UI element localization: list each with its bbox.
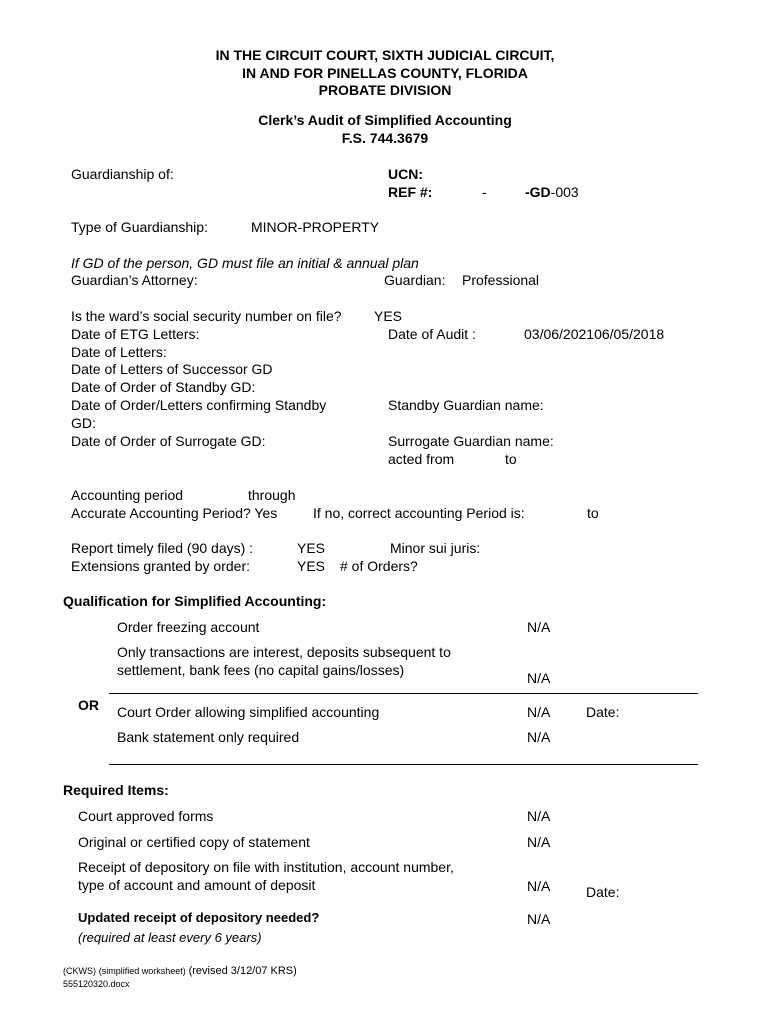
- footer-filename: 555120320.docx: [63, 979, 130, 989]
- surrogate-order-label: Date of Order of Surrogate GD:: [71, 433, 266, 449]
- ssn-value: YES: [374, 308, 403, 324]
- standby-order-label: Date of Order of Standby GD:: [71, 379, 256, 395]
- timely-value: YES: [297, 540, 326, 556]
- type-value: MINOR-PROPERTY: [251, 219, 380, 235]
- extensions-value: YES: [297, 558, 326, 574]
- standby-confirm-label: Date of Order/Letters confirming Standby: [71, 397, 327, 413]
- qual-item-value: N/A: [527, 619, 551, 635]
- statute-reference: F.S. 744.3679: [341, 130, 429, 146]
- divider: [109, 693, 698, 694]
- required-item-label: Court approved forms: [78, 808, 214, 824]
- guardian-label: Guardian:: [384, 272, 446, 288]
- qual-item-value: N/A: [527, 670, 551, 686]
- qual-item-date-label: Date:: [586, 704, 620, 720]
- ssn-label: Is the ward’s social security number on file?: [71, 308, 342, 324]
- ref-gd: -GD: [525, 184, 551, 200]
- accurate-period-label: Accurate Accounting Period? Yes: [71, 505, 278, 521]
- or-label: OR: [78, 697, 99, 713]
- acted-to-label: to: [505, 451, 517, 467]
- standby-name-label: Standby Guardian name:: [388, 397, 544, 413]
- audit-value: 03/06/202106/05/2018: [524, 326, 665, 342]
- successor-label: Date of Letters of Successor GD: [71, 361, 273, 377]
- qual-item-label: Only transactions are interest, deposits subsequent to: [117, 644, 451, 660]
- county-name: IN AND FOR PINELLAS COUNTY, FLORIDA: [242, 65, 528, 81]
- required-item-value: N/A: [527, 808, 551, 824]
- required-item-label: Receipt of depository on file with institution, account number,: [78, 859, 454, 875]
- guardianship-label: Guardianship of:: [71, 166, 174, 182]
- ref-label: REF #:: [388, 184, 433, 200]
- required-item-label-cont: type of account and amount of deposit: [78, 877, 316, 893]
- etg-label: Date of ETG Letters:: [71, 326, 200, 342]
- divider: [109, 764, 698, 765]
- required-item-value: N/A: [527, 878, 551, 894]
- qual-item-label: Court Order allowing simplified accounting: [117, 704, 380, 720]
- surrogate-name-label: Surrogate Guardian name:: [388, 433, 554, 449]
- standby-confirm-label-cont: GD:: [71, 415, 96, 431]
- correct-period-label: If no, correct accounting Period is:: [313, 505, 525, 521]
- accounting-period-label: Accounting period: [71, 487, 184, 503]
- acted-from-label: acted from: [388, 451, 455, 467]
- footer-code: (CKWS): [63, 966, 96, 976]
- type-label: Type of Guardianship:: [71, 219, 208, 235]
- orders-label: # of Orders?: [340, 558, 418, 574]
- qual-item-label-cont: settlement, bank fees (no capital gains/losses): [117, 662, 405, 678]
- ref-suffix: -003: [550, 184, 579, 200]
- ref-number: [525, 184, 579, 201]
- correct-period-to: to: [587, 505, 599, 521]
- qualification-heading: Qualification for Simplified Accounting:: [63, 593, 327, 609]
- guardian-value: Professional: [462, 272, 540, 288]
- required-item-value: N/A: [527, 834, 551, 850]
- attorney-label: Guardian’s Attorney:: [71, 272, 198, 288]
- required-heading: Required Items:: [63, 782, 169, 798]
- plan-note: If GD of the person, GD must file an initial & annual plan: [71, 255, 419, 271]
- required-item-label: Original or certified copy of statement: [78, 834, 310, 850]
- ref-dash: -: [482, 184, 487, 200]
- footer-form-id: [63, 965, 297, 978]
- qual-item-label: Order freezing account: [117, 619, 260, 635]
- qual-item-label: Bank statement only required: [117, 729, 300, 745]
- document-title: Clerk’s Audit of Simplified Accounting: [258, 112, 512, 128]
- qual-item-value: N/A: [527, 729, 551, 745]
- required-item-value: N/A: [527, 911, 551, 927]
- required-item-date-label: Date:: [586, 884, 620, 900]
- through-label: through: [248, 487, 296, 503]
- letters-label: Date of Letters:: [71, 344, 167, 360]
- division-name: PROBATE DIVISION: [318, 82, 452, 98]
- ucn-label: UCN:: [388, 166, 423, 182]
- footer-revised: (revised 3/12/07 KRS): [188, 965, 297, 977]
- qual-item-value: N/A: [527, 704, 551, 720]
- required-item-label-cont: (required at least every 6 years): [78, 930, 262, 945]
- timely-label: Report timely filed (90 days) :: [71, 540, 254, 556]
- minor-label: Minor sui juris:: [390, 540, 481, 556]
- audit-label: Date of Audit :: [388, 326, 476, 342]
- required-item-label: Updated receipt of depository needed?: [78, 910, 320, 925]
- court-name: IN THE CIRCUIT COURT, SIXTH JUDICIAL CIRCUIT,: [215, 47, 555, 63]
- footer-worksheet: (simplified worksheet): [98, 966, 186, 976]
- extensions-label: Extensions granted by order:: [71, 558, 250, 574]
